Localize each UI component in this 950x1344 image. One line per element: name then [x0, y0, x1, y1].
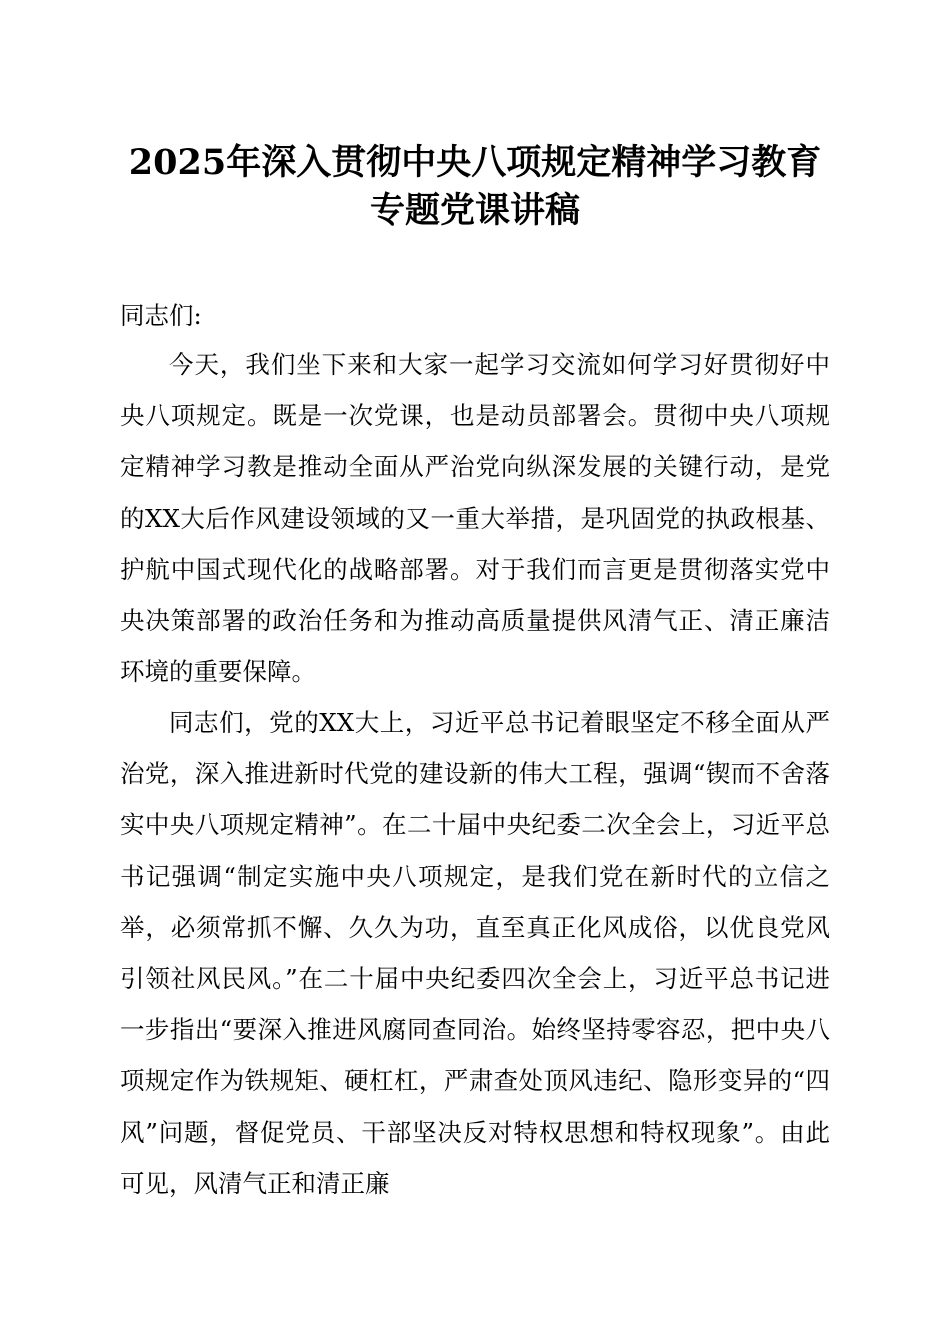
- document-title-line-2: 专题党课讲稿: [369, 190, 580, 231]
- document-title-line-1: 2025年深入贯彻中央八项规定精神学习教育: [128, 142, 822, 183]
- salutation: 同志们:: [120, 301, 202, 330]
- body-paragraph-1: 今天，我们坐下来和大家一起学习交流如何学习好贯彻好中央八项规定。既是一次党课，也是动员部署会。贯彻中央八项规定精神学习教是推动全面从严治党向纵深发展的关键行动，是党的XX大后作风建设领域的又一重大举措，是巩固党的执政根基、护航中国式现代化的战略部署。对于我们而言更是贯彻落实党中央决策部署的政治任务和为推动高质量提供风清气正、清正廉洁环境的重要保障。: [120, 350, 830, 687]
- body-paragraph-2: 同志们，党的XX大上，习近平总书记着眼坚定不移全面从严治党，深入推进新时代党的建设新的伟大工程，强调“锲而不舍落实中央八项规定精神”。在二十届中央纪委二次全会上，习近平总书记强调“制定实施中央八项规定，是我们党在新时代的立信之举，必须常抓不懈、久久为功，直至真正化风成俗，以优良党风引领社风民风。”在二十届中央纪委四次全会上，习近平总书记进一步指出“要深入推进风腐同查同治。始终坚持零容忍，把中央八项规定作为铁规矩、硬杠杠，严肃查处顶风违纪、隐形变异的“四风”问题，督促党员、干部坚决反对特权思想和特权现象”。由此可见，风清气正和清正廉: [120, 708, 830, 1198]
